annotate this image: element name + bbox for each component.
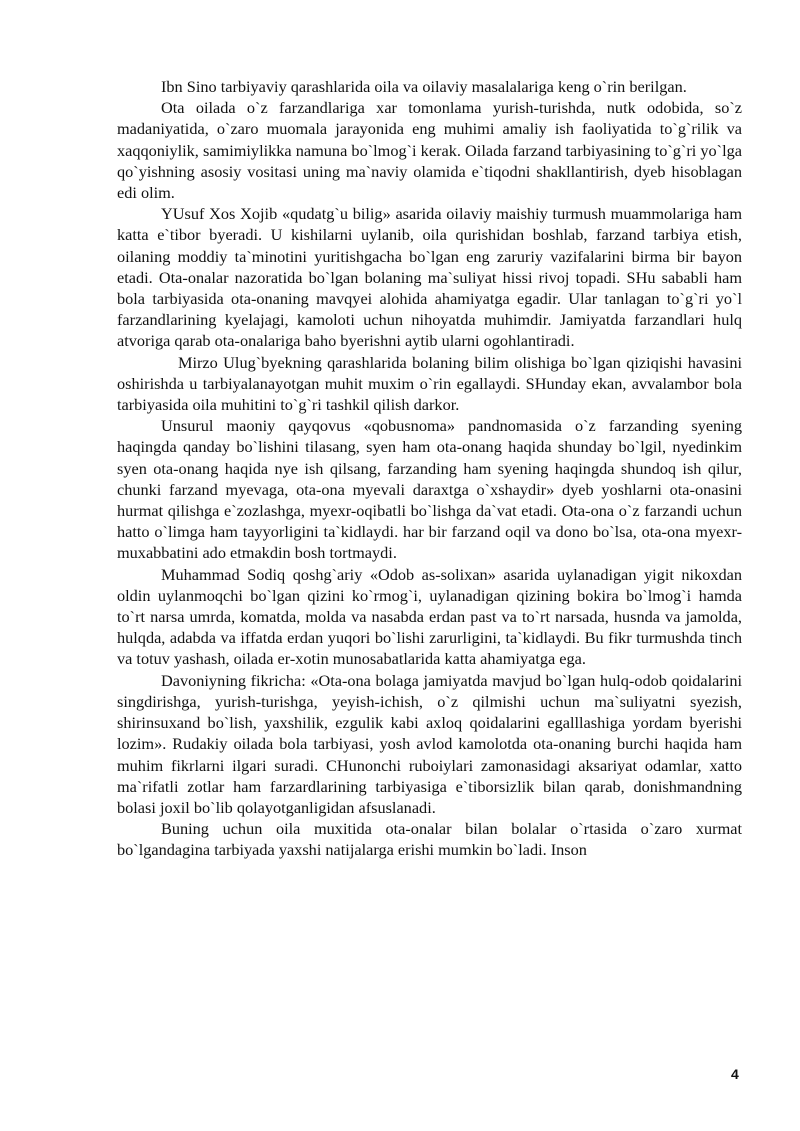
paragraph-yusuf-xos-xojib: YUsuf Xos Xojib «qudatg`u bilig» asarida oilaviy maishiy turmush muammolariga ham katta e`tibor byeradi. U kishilarni uylanib, oila qurishidan boshlab, farzand tarbiya etish, oilaning moddiy ta`minotini yuritishgacha bo`lgan eng zaruriy vazifalarini birma bir bayon etadi. Ota-onalar nazoratida bo`lgan bolaning ma`suliyat hissi rivoj topadi. SHu sababli ham bola tarbiyasida ota-onaning mavqyei alohida ahamiyatga egadir. Ular tanlagan to`g`ri yo`l farzandlarining kyelajagi, kamoloti uchun nihoyatda muhimdir. Jamiyatda farzandlari hulq atvoriga qarab ota-onalariga baho byerishni aytib ularni ogohlantiradi. [117, 204, 742, 351]
paragraph-davoniy: Davoniyning fikricha: «Ota-ona bolaga jamiyatda mavjud bo`lgan hulq-odob qoidalarini singdirishga, yurish-turishga, yeyish-ichish, o`z qilmishi uchun ma`suliyatni syezish, shirinsuxand bo`lish, yaxshilik, ezgulik kabi axloq qoidalarini egalllashiga yordam byerishi lozim». Rudakiy oilada bola tarbiyasi, yosh avlod kamolotda ota-onaning burchi haqida ham muhim fikrlarni ilgari suradi. CHunonchi ruboiylari zamonasidagi aksariyat odamlar, xatto ma`rifatli zotlar ham farzardlarining tarbiyasiga e`tiborsizlik bilan qarab, donishmandning bolasi joxil bo`lib qolayotganligidan afsuslanadi. [117, 670, 742, 817]
paragraph-mirzo-ulugbek: Mirzo Ulug`byekning qarashlarida bolaning bilim olishiga bo`lgan qiziqishi havasini oshirishda u tarbiyalanayotgan muhit muxim o`rin egallaydi. SHunday ekan, avvalambor bola tarbiyasida oila muhitini to`g`ri tashkil qilish darkor. [117, 352, 742, 415]
paragraph-oila-muxiti: Buning uchun oila muxitida ota-onalar bilan bolalar o`rtasida o`zaro xurmat bo`lgandagina tarbiyada yaxshi natijalarga erishi mumkin bo`ladi. Inson [117, 819, 742, 860]
paragraph-qobusnoma: Unsurul maoniy qayqovus «qobusnoma» pandnomasida o`z farzanding syening haqingda qanday bo`lishini tilasang, syen ham ota-onang haqida shunday bo`lgil, nyedinkim syen ota-onang haqida nye ish qilsang, farzanding ham syening haqingda shundoq ish qilur, chunki farzand myevaga, ota-ona myevali daraxtga o`xshaydir» dyeb yoshlarni ota-onasini hurmat qilishga e`zozlashga, myexr-oqibatli bo`lishga da`vat etadi. Ota-ona o`z farzandi uchun hatto o`limga ham tayyorligini ta`kidlaydi. har bir farzand oqil va dono bo`lsa, ota-ona myexr-muxabbatini ado etmakdin bosh tortmaydi. [117, 416, 742, 563]
page-number: 4 [731, 1066, 739, 1082]
paragraph-ibn-sino: Ibn Sino tarbiyaviy qarashlarida oila va oilaviy masalalariga keng o`rin berilgan. [161, 77, 687, 96]
body-text [117, 76, 742, 861]
paragraph-father-role: Ota oilada o`z farzandlariga xar tomonlama yurish-turishda, nutk odobida, so`z madaniyatida, o`zaro muomala jarayonida eng muhimi amaliy ish faoliyatida to`g`rilik va xaqqoniylik, samimiylikka namuna bo`lmog`i kerak. Oilada farzand tarbiyasining to`g`ri yo`lga qo`yishning asosiy vositasi uning ma`naviy olamida e`tiqodni shakllantirish, dyeb hisoblagan edi olim. [117, 98, 742, 203]
paragraph-muhammad-sodiq: Muhammad Sodiq qoshg`ariy «Odob as-solixan» asarida uylanadigan yigit nikoxdan oldin uylanmoqchi bo`lgan qizini ko`rmog`i, uylanadigan qizining bokira bo`lmog`i hamda to`rt narsa umrda, komatda, molda va nasabda erdan past va to`rt narsada, husnda va jamolda, hulqda, adabda va iffatda erdan yuqori bo`lishi zarurligini, ta`kidlaydi. Bu fikr turmushda tinch va totuv yashash, oilada er-xotin munosabatlarida katta ahamiyatga ega. [117, 564, 742, 669]
